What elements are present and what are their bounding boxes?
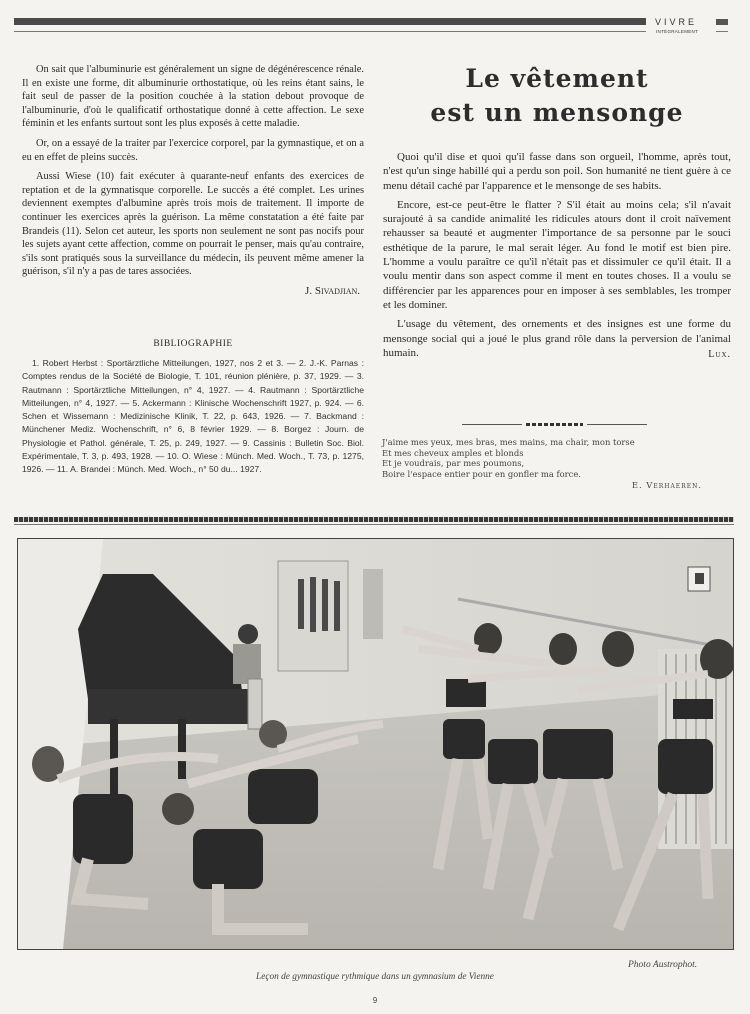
right-paragraph: Encore, est-ce peut-être le flatter ? S'il était au moins cela; s'il n'avait surajouté à sa candide animalité les ridicules atours dont il croit naïvement rehausser sa beauté et augmenter l'importance de sa personne par le souci esthétique de la parure, le mal serait léger. Au fond le motif est bien pire. L'homme a voulu paraître ce qu'il n'était pas et dissimuler ce qu'il était. Il a voulu mentir dans son aspect comme il ment en toutes choses. Il a voulu se différencier par les apparences pour en imposer à ses semblables, les tromper et les dominer. — [383, 198, 731, 311]
right-paragraph-text: L'usage du vêtement, des ornements et des insignes est une forme du mensonge social qui a joué le plus grand rôle dans la perversion de l'animal humain. — [383, 318, 731, 359]
poem-line: J'aime mes yeux, mes bras, mes mains, ma chair, mon torse — [382, 437, 635, 447]
bibliography-title: BIBLIOGRAPHIE — [153, 339, 233, 349]
wall-picture-inner — [695, 573, 704, 584]
gymnastics-photo — [17, 538, 734, 950]
photo-caption: Leçon de gymnastique rythmique dans un gymnasium de Vienne — [256, 972, 494, 982]
section-separator-rule — [14, 524, 734, 525]
header-rule-thin — [14, 31, 646, 32]
magazine-subtitle: INTÉGRALEMENT — [656, 29, 699, 34]
bibliography-text: 1. Robert Herbst : Sportärztliche Mitteilungen, 1927, nos 2 et 3. — 2. J.-K. Parnas : Comptes rendus de la Société de Biologie, T. 101, réunion plénière, p. 37, 1929. — 3. Rautmann : Sportärztliche Mitteilungen, n° 4, 1927. — 4. Rautmann : Sportärztliche Mitteilungen, n° 4, 1927. — 5. Ackermann : Klinische Wochenschrift 1927, p. 924. — 6. Schen et Wissemann : Medizinische Klinik, T. 22, p. 643, 1926. — 7. Backmand : Münchener Mediz. Wochenschrift, n° 6, 8 février 1929. — 8. Borgez : Journ. de Physiologie et Pathol. générale, T. 25, p. 249, 1927. — 9. Cassinis : Bulletin Soc. Biol. Expérimentale, T. 3, p. 493, 1928. — 10. O. Wiese : Münch. Med. Woch., T. 73, p. 1275, 1926. — 11. A. Brandei : Münch. Med. Woch., n° 50 du... 1927. — [22, 358, 364, 475]
photo-illustration — [18, 539, 733, 949]
poem — [382, 437, 732, 491]
poem-line: Et mes cheveux amples et blonds — [382, 447, 524, 458]
poem-author: E. Verhaeren. — [631, 480, 702, 491]
left-article — [22, 63, 364, 299]
right-paragraph — [383, 317, 731, 360]
photo-credit: Photo Austrophot. — [628, 960, 698, 970]
left-article-signature: J. Sivadjian. — [305, 284, 360, 297]
article-title-line-1: Le vêtement — [465, 64, 649, 93]
header-block — [716, 19, 728, 25]
header-rule-thick — [14, 18, 646, 25]
page-number: 9 — [372, 996, 378, 1005]
right-article-signature: Lux. — [708, 348, 731, 360]
ornament-line-right — [587, 424, 647, 425]
article-title — [383, 62, 731, 130]
left-paragraph: On sait que l'albuminurie est généralement un signe de dégénérescence rénale. Il en existe une forme, dit albuminurie orthostatique, où les reins étant sains, le fait seul de passer de la position couchée à la station debout provoque de l'albuminurie, d'où le qualificatif orthostatique donné à cette affection. Le sexe féminin et les enfants surtout sont les plus exposés à cette maladie. — [22, 64, 364, 130]
section-separator — [14, 517, 734, 522]
poem-line: Boire l'espace entier pour en gonfler ma force. — [382, 468, 581, 479]
ornament-line-left — [462, 424, 522, 425]
left-paragraph: Aussi Wiese (10) fait exécuter à quarante-neuf enfants des exercices de reptation et de la gymnatisque corporelle. Le succès a été complet. Les urines deviennent exemptes d'albumine après trois mois de traitement. Il importe de continuer les exercices après la guérison. La même constatation a été faite par Brandeis (11). Selon cet auteur, les sports non seulement ne sont pas nocifs pour les sujets ayant cette affection, comme on pourrait le penser, mais qu'au contraire, s'ils sont pratiqués sous la surveillance du médecin, ils peuvent même amener la guérison, s'il n'y a pas de tares associées. — [22, 171, 364, 278]
header-block-rule — [716, 31, 728, 32]
right-article — [383, 150, 731, 365]
mirror-side — [363, 569, 383, 639]
section-ornament — [462, 423, 647, 426]
left-paragraph: Or, on a essayé de la traiter par l'exercice corporel, par la gymnastique, et on a eu en effet de pleins succès. — [22, 137, 364, 163]
right-paragraph: Quoi qu'il dise et quoi qu'il fasse dans son orgueil, l'homme, après tout, n'est qu'un singe habillé qui a perdu son poil. Son humanité ne tient guère à ce menu détail caché par l'apparence et le mensonge de ses habits. — [383, 151, 731, 192]
poem-line: Et je voudrais, par mes poumons, — [382, 458, 525, 469]
magazine-title: VIVRE — [655, 17, 698, 27]
ornament-dashes — [526, 423, 583, 426]
article-title-line-2: est un mensonge — [430, 98, 684, 127]
